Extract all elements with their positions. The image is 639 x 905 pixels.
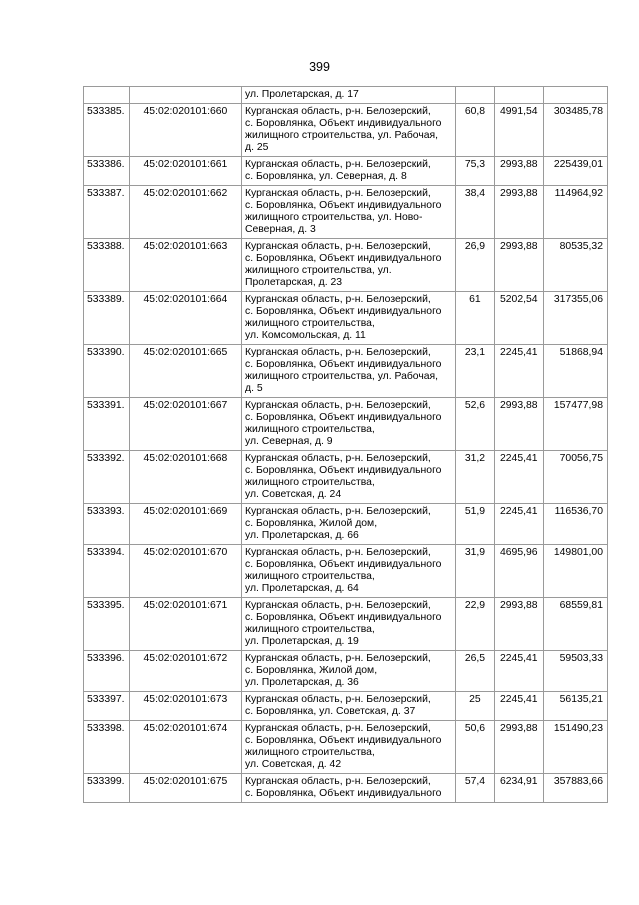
cell-cost: 59503,33 [543, 651, 607, 692]
address-line: Курганская область, р-н. Белозерский, [245, 453, 431, 464]
address-line: с. Боровлянка, Объект индивидуального [245, 118, 442, 129]
cell-rate: 2245,41 [494, 504, 543, 545]
cell-area: 51,9 [456, 504, 495, 545]
address-line: ул. Комсомольская, д. 11 [245, 330, 366, 341]
cell-rate: 2245,41 [494, 651, 543, 692]
address-line: с. Боровлянка, Объект индивидуального [245, 306, 442, 317]
cell-rate [494, 87, 543, 104]
address-line: Курганская область, р-н. Белозерский, [245, 159, 431, 170]
address-line: Курганская область, р-н. Белозерский, [245, 241, 431, 252]
address-line: жилищного строительства, ул. Рабочая, [245, 130, 439, 141]
cell-address [242, 451, 456, 504]
cell-number: 533387. [84, 186, 130, 239]
cell-area: 38,4 [456, 186, 495, 239]
cell-rate: 2245,41 [494, 345, 543, 398]
cell-address [242, 774, 456, 803]
cell-rate: 2993,88 [494, 598, 543, 651]
address-line: жилищного строительства, ул. Рабочая, [245, 371, 439, 382]
cell-number [84, 87, 130, 104]
table-row-continuation [84, 87, 608, 104]
cell-rate: 6234,91 [494, 774, 543, 803]
address-line: жилищного строительства, [245, 318, 375, 329]
cell-address [242, 239, 456, 292]
table-row [84, 239, 608, 292]
cell-rate: 2245,41 [494, 451, 543, 504]
cell-number: 533398. [84, 721, 130, 774]
table-row [84, 598, 608, 651]
address-line: Пролетарская, д. 23 [245, 277, 343, 288]
cell-number: 533397. [84, 692, 130, 721]
cell-number: 533389. [84, 292, 130, 345]
address-line: с. Боровлянка, Объект индивидуального [245, 465, 442, 476]
cell-area: 25 [456, 692, 495, 721]
address-line: жилищного строительства, [245, 571, 375, 582]
cell-address [242, 398, 456, 451]
cell-cost: 114964,92 [543, 186, 607, 239]
address-line: жилищного строительства, [245, 424, 375, 435]
cell-cadastral-number: 45:02:020101:668 [129, 451, 241, 504]
address-line: с. Боровлянка, Объект индивидуального [245, 200, 442, 211]
address-line: ул. Пролетарская, д. 19 [245, 636, 359, 647]
table-row [84, 104, 608, 157]
cell-address [242, 186, 456, 239]
address-line: Курганская область, р-н. Белозерский, [245, 653, 431, 664]
table-row [84, 292, 608, 345]
cell-number: 533388. [84, 239, 130, 292]
cadastral-table [83, 86, 608, 803]
cell-cost: 157477,98 [543, 398, 607, 451]
address-line: Курганская область, р-н. Белозерский, [245, 723, 431, 734]
cell-area: 22,9 [456, 598, 495, 651]
cell-address [242, 157, 456, 186]
cell-rate: 2993,88 [494, 398, 543, 451]
address-line: Курганская область, р-н. Белозерский, [245, 776, 431, 787]
address-line: д. 25 [245, 142, 269, 153]
address-line: с. Боровлянка, Объект индивидуального [245, 253, 442, 264]
address-line: ул. Пролетарская, д. 64 [245, 583, 359, 594]
cell-cadastral-number: 45:02:020101:663 [129, 239, 241, 292]
cell-number: 533385. [84, 104, 130, 157]
cell-area: 31,9 [456, 545, 495, 598]
address-line: Курганская область, р-н. Белозерский, [245, 294, 431, 305]
cell-number: 533399. [84, 774, 130, 803]
address-line: с. Боровлянка, Объект индивидуального [245, 735, 442, 746]
cell-cadastral-number: 45:02:020101:665 [129, 345, 241, 398]
cell-rate: 2993,88 [494, 186, 543, 239]
cell-area: 57,4 [456, 774, 495, 803]
address-line: Курганская область, р-н. Белозерский, [245, 600, 431, 611]
cell-cadastral-number: 45:02:020101:664 [129, 292, 241, 345]
cell-cadastral-number: 45:02:020101:667 [129, 398, 241, 451]
cell-area: 75,3 [456, 157, 495, 186]
cell-cost: 303485,78 [543, 104, 607, 157]
cell-area: 31,2 [456, 451, 495, 504]
address-line: жилищного строительства, ул. [245, 265, 392, 276]
address-line: Курганская область, р-н. Белозерский, [245, 347, 431, 358]
table-row [84, 721, 608, 774]
cell-number: 533394. [84, 545, 130, 598]
address-line: Курганская область, р-н. Белозерский, [245, 547, 431, 558]
address-line: Северная, д. 3 [245, 224, 316, 235]
address-line: с. Боровлянка, Объект индивидуального [245, 359, 442, 370]
cell-cadastral-number: 45:02:020101:672 [129, 651, 241, 692]
cell-rate: 2993,88 [494, 721, 543, 774]
address-line: Курганская область, р-н. Белозерский, [245, 506, 431, 517]
table-row [84, 345, 608, 398]
address-line: ул. Пролетарская, д. 66 [245, 530, 359, 541]
address-line: с. Боровлянка, Объект индивидуального [245, 612, 442, 623]
address-line: с. Боровлянка, ул. Северная, д. 8 [245, 171, 407, 182]
cell-rate: 2245,41 [494, 692, 543, 721]
cell-cost: 116536,70 [543, 504, 607, 545]
cell-address [242, 598, 456, 651]
cell-cadastral-number: 45:02:020101:671 [129, 598, 241, 651]
cell-cost: 56135,21 [543, 692, 607, 721]
cell-cadastral-number: 45:02:020101:675 [129, 774, 241, 803]
table-row [84, 504, 608, 545]
cell-number: 533386. [84, 157, 130, 186]
table-row [84, 398, 608, 451]
address-line: ул. Пролетарская, д. 36 [245, 677, 359, 688]
table-row [84, 186, 608, 239]
address-line: д. 5 [245, 383, 263, 394]
cell-number: 533391. [84, 398, 130, 451]
address-line: с. Боровлянка, Жилой дом, [245, 665, 378, 676]
cell-area: 26,5 [456, 651, 495, 692]
address-line: ул. Северная, д. 9 [245, 436, 333, 447]
address-line: с. Боровлянка, Объект индивидуального [245, 412, 442, 423]
cell-number: 533392. [84, 451, 130, 504]
cell-cadastral-number: 45:02:020101:674 [129, 721, 241, 774]
table-row [84, 545, 608, 598]
cell-area: 52,6 [456, 398, 495, 451]
cell-area: 23,1 [456, 345, 495, 398]
cell-cost: 80535,32 [543, 239, 607, 292]
cell-cost: 68559,81 [543, 598, 607, 651]
cell-rate: 2993,88 [494, 239, 543, 292]
cell-address [242, 104, 456, 157]
table-row [84, 157, 608, 186]
cell-cadastral-number: 45:02:020101:661 [129, 157, 241, 186]
cell-cost [543, 87, 607, 104]
table-body [84, 87, 608, 803]
cell-address [242, 651, 456, 692]
cell-address [242, 345, 456, 398]
table-row [84, 451, 608, 504]
address-line: ул. Пролетарская, д. 17 [245, 89, 359, 100]
cell-cadastral-number [129, 87, 241, 104]
cell-rate: 5202,54 [494, 292, 543, 345]
cell-cost: 225439,01 [543, 157, 607, 186]
address-line: Курганская область, р-н. Белозерский, [245, 188, 431, 199]
address-line: жилищного строительства, [245, 477, 375, 488]
cell-cost: 149801,00 [543, 545, 607, 598]
cell-cost: 70056,75 [543, 451, 607, 504]
cell-area: 61 [456, 292, 495, 345]
address-line: с. Боровлянка, ул. Советская, д. 37 [245, 706, 416, 717]
cell-address [242, 545, 456, 598]
cell-rate: 4695,96 [494, 545, 543, 598]
cell-cadastral-number: 45:02:020101:669 [129, 504, 241, 545]
cell-cadastral-number: 45:02:020101:660 [129, 104, 241, 157]
cell-cadastral-number: 45:02:020101:673 [129, 692, 241, 721]
cell-cadastral-number: 45:02:020101:670 [129, 545, 241, 598]
address-line: жилищного строительства, [245, 747, 375, 758]
table-row [84, 692, 608, 721]
page-number: 399 [309, 60, 330, 74]
address-line: Курганская область, р-н. Белозерский, [245, 400, 431, 411]
cell-area: 60,8 [456, 104, 495, 157]
cell-address [242, 292, 456, 345]
address-line: жилищного строительства, [245, 624, 375, 635]
cell-cadastral-number: 45:02:020101:662 [129, 186, 241, 239]
address-line: с. Боровлянка, Объект индивидуального [245, 788, 442, 799]
cell-number: 533390. [84, 345, 130, 398]
cell-cost: 151490,23 [543, 721, 607, 774]
table-row [84, 774, 608, 803]
cell-address [242, 504, 456, 545]
cell-area: 26,9 [456, 239, 495, 292]
address-line: Курганская область, р-н. Белозерский, [245, 694, 431, 705]
cell-number: 533393. [84, 504, 130, 545]
cell-address [242, 721, 456, 774]
cell-cost: 317355,06 [543, 292, 607, 345]
cell-cost: 51868,94 [543, 345, 607, 398]
address-line: с. Боровлянка, Объект индивидуального [245, 559, 442, 570]
cell-number: 533396. [84, 651, 130, 692]
cell-number: 533395. [84, 598, 130, 651]
cell-rate: 2993,88 [494, 157, 543, 186]
address-line: ул. Советская, д. 42 [245, 759, 342, 770]
table-row [84, 651, 608, 692]
cell-area: 50,6 [456, 721, 495, 774]
cell-address [242, 87, 456, 104]
cell-address [242, 692, 456, 721]
address-line: Курганская область, р-н. Белозерский, [245, 106, 431, 117]
address-line: с. Боровлянка, Жилой дом, [245, 518, 378, 529]
address-line: ул. Советская, д. 24 [245, 489, 342, 500]
cell-area [456, 87, 495, 104]
address-line: жилищного строительства, ул. Ново- [245, 212, 423, 223]
cell-rate: 4991,54 [494, 104, 543, 157]
cell-cost: 357883,66 [543, 774, 607, 803]
